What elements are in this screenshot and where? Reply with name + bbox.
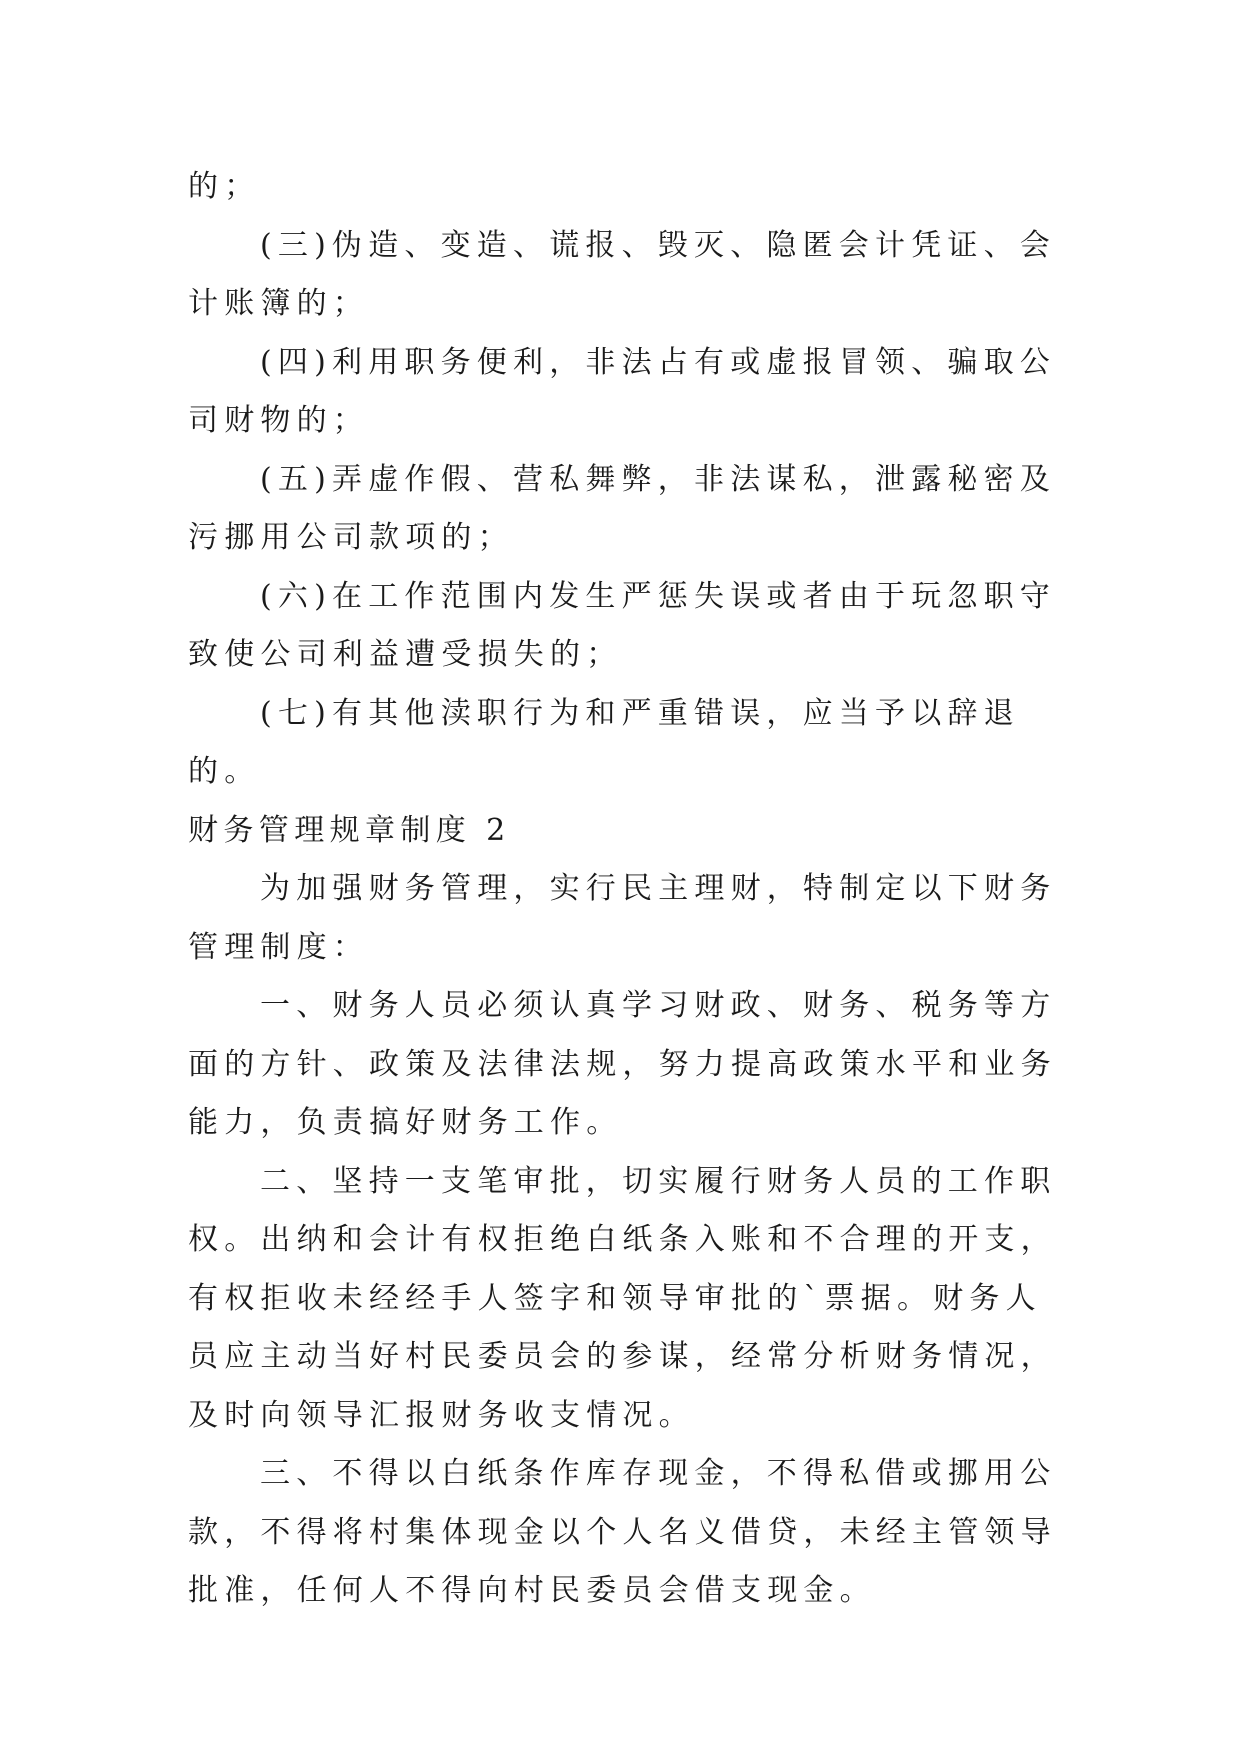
paragraph-item-3: (三)伪造、变造、谎报、毁灭、隐匿会计凭证、会计账簿的；: [188, 227, 1057, 321]
section-item-1: 一、财务人员必须认真学习财政、财务、税务等方面的方针、政策及法律法规，努力提高政策水平和业务能力，负责搞好财务工作。: [188, 988, 1057, 1140]
paragraph-item-6: (六)在工作范围内发生严惩失误或者由于玩忽职守致使公司利益遭受损失的；: [188, 578, 1057, 672]
section-intro: 为加强财务管理，实行民主理财，特制定以下财务管理制度：: [188, 871, 1057, 965]
paragraph-continuation: 的；: [188, 169, 261, 204]
section-item-3: 三、不得以白纸条作库存现金，不得私借或挪用公款，不得将村集体现金以个人名义借贷，未经主管领导批准，任何人不得向村民委员会借支现金。: [188, 1456, 1057, 1608]
paragraph-item-4: (四)利用职务便利，非法占有或虚报冒领、骗取公司财物的；: [188, 344, 1057, 438]
section-title: 财务管理规章制度 2: [188, 812, 511, 848]
paragraph-item-5: (五)弄虚作假、营私舞弊，非法谋私，泄露秘密及污挪用公司款项的；: [188, 461, 1057, 555]
paragraph-item-7: (七)有其他渎职行为和严重错误，应当予以辞退的。: [188, 695, 1020, 789]
section-item-2: 二、坚持一支笔审批，切实履行财务人员的工作职权。出纳和会计有权拒绝白纸条入账和不合理的开支，有权拒收未经经手人签字和领导审批的`票据。财务人员应主动当好村民委员会的参谋，经常分析财务情况，及时向领导汇报财务收支情况。: [188, 1163, 1057, 1433]
document-body: [188, 158, 1058, 1621]
